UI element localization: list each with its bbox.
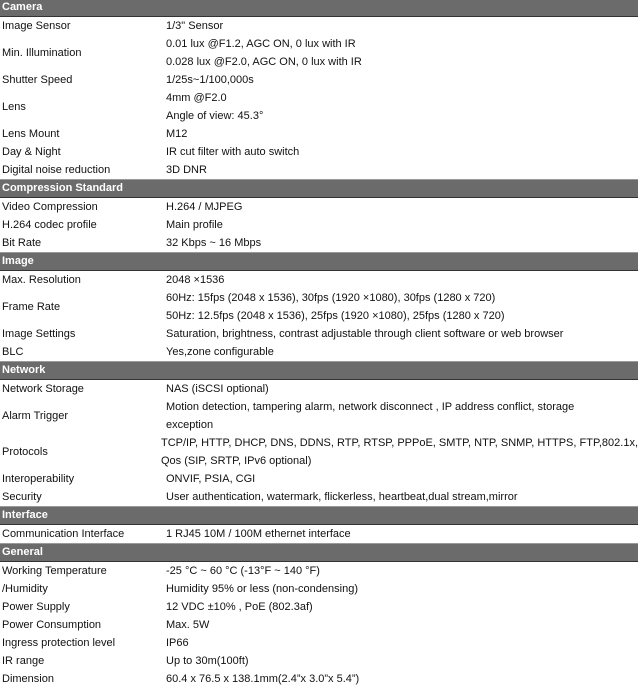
spec-value: Yes,zone configurable	[166, 346, 274, 358]
spec-label: IR range	[2, 655, 45, 667]
spec-row	[0, 143, 638, 161]
spec-value: Qos (SIP, SRTP, IPv6 optional)	[160, 455, 312, 467]
spec-value: 60.4 x 76.5 x 138.1mm(2.4”x 3.0”x 5.4”)	[166, 673, 360, 685]
spec-label: BLC	[2, 346, 24, 358]
spec-label: Shutter Speed	[2, 74, 73, 86]
spec-row	[0, 598, 638, 616]
spec-section	[0, 252, 638, 361]
spec-label: Image Sensor	[2, 20, 71, 32]
spec-values	[166, 71, 638, 89]
spec-label: Security	[2, 491, 42, 503]
spec-value: Humidity 95% or less (non-condensing)	[166, 583, 358, 595]
spec-label: H.264 codec profile	[2, 219, 97, 231]
spec-label: Network Storage	[2, 383, 84, 395]
spec-values	[166, 17, 638, 35]
spec-row	[0, 398, 638, 434]
spec-label: Working Temperature	[2, 565, 107, 577]
spec-value: 0.01 lux @F1.2, AGC ON, 0 lux with IR	[166, 38, 356, 50]
spec-label: Frame Rate	[2, 301, 61, 313]
spec-values	[166, 35, 638, 71]
spec-value: IP66	[166, 637, 189, 649]
spec-row	[0, 35, 638, 71]
spec-value: M12	[166, 128, 188, 140]
spec-row	[0, 670, 638, 688]
spec-values	[166, 325, 638, 343]
spec-values	[166, 234, 638, 252]
spec-value: exception	[166, 419, 214, 431]
spec-value: NAS (iSCSI optional)	[166, 383, 269, 395]
spec-value: 0.028 lux @F2.0, AGC ON, 0 lux with IR	[166, 56, 362, 68]
spec-value: User authentication, watermark, flickerless, heartbeat,dual stream,mirror	[166, 491, 518, 503]
spec-label: /Humidity	[2, 583, 48, 595]
spec-row	[0, 234, 638, 252]
spec-label: Image Settings	[2, 328, 76, 340]
spec-row	[0, 89, 638, 125]
spec-row	[0, 488, 638, 506]
spec-label: Day & Night	[2, 146, 61, 158]
spec-row	[0, 17, 638, 35]
spec-value: -25 °C ~ 60 °C (-13°F ~ 140 °F)	[166, 565, 320, 577]
spec-row	[0, 380, 638, 398]
spec-values	[166, 216, 638, 234]
spec-label: Communication Interface	[2, 528, 125, 540]
section-header: Network	[0, 361, 638, 380]
spec-value: Saturation, brightness, contrast adjustable through client software or web browser	[166, 328, 564, 340]
spec-value: TCP/IP, HTTP, DHCP, DNS, DDNS, RTP, RTSP, PPPoE, SMTP, NTP, SNMP, HTTPS, FTP,802.1x,	[160, 437, 638, 449]
spec-label: Lens Mount	[2, 128, 60, 140]
spec-value: 1/3" Sensor	[166, 20, 224, 32]
spec-values	[166, 525, 638, 543]
spec-values	[166, 161, 638, 179]
spec-values	[166, 289, 638, 325]
spec-row	[0, 198, 638, 216]
spec-values	[166, 488, 638, 506]
spec-row	[0, 434, 638, 470]
spec-label: Protocols	[2, 446, 48, 458]
spec-values	[166, 580, 638, 598]
spec-value: 1/25s~1/100,000s	[166, 74, 254, 86]
spec-values	[166, 125, 638, 143]
spec-row	[0, 634, 638, 652]
spec-values	[166, 89, 638, 125]
spec-values	[166, 271, 638, 289]
spec-value: 12 VDC ±10% , PoE (802.3af)	[166, 601, 313, 613]
spec-label: Lens	[2, 101, 26, 113]
spec-section	[0, 179, 638, 252]
section-header: Image	[0, 252, 638, 271]
spec-label: Min. Illumination	[2, 47, 82, 59]
spec-values	[166, 652, 638, 670]
spec-label: Digital noise reduction	[2, 164, 111, 176]
spec-values	[166, 562, 638, 580]
spec-values	[166, 198, 638, 216]
spec-values	[166, 616, 638, 634]
spec-section	[0, 0, 638, 179]
spec-row	[0, 271, 638, 289]
section-header: Compression Standard	[0, 179, 638, 198]
spec-row	[0, 562, 638, 580]
spec-section	[0, 543, 638, 688]
spec-value: 3D DNR	[166, 164, 207, 176]
spec-value: 2048 ×1536	[166, 274, 225, 286]
spec-row	[0, 652, 638, 670]
spec-label: Ingress protection level	[2, 637, 116, 649]
spec-section	[0, 506, 638, 543]
spec-label: Video Compression	[2, 201, 98, 213]
spec-row	[0, 289, 638, 325]
spec-label: Interoperability	[2, 473, 75, 485]
spec-values	[166, 343, 638, 361]
spec-row	[0, 580, 638, 598]
spec-value: IR cut filter with auto switch	[166, 146, 300, 158]
spec-label: Dimension	[2, 673, 54, 685]
spec-value: Max. 5W	[166, 619, 210, 631]
spec-label: Alarm Trigger	[2, 410, 69, 422]
spec-value: 60Hz: 15fps (2048 x 1536), 30fps (1920 ×1080), 30fps (1280 x 720)	[166, 292, 496, 304]
spec-row	[0, 71, 638, 89]
spec-section	[0, 361, 638, 506]
spec-row	[0, 161, 638, 179]
spec-value: 4mm @F2.0	[166, 92, 227, 104]
spec-value: Motion detection, tampering alarm, network disconnect , IP address conflict, storage	[166, 401, 575, 413]
spec-row	[0, 470, 638, 488]
spec-value: Main profile	[166, 219, 223, 231]
spec-values	[166, 143, 638, 161]
spec-value: 1 RJ45 10M / 100M ethernet interface	[166, 528, 351, 540]
spec-values	[166, 380, 638, 398]
spec-label: Bit Rate	[2, 237, 42, 249]
spec-row	[0, 325, 638, 343]
spec-label: Power Consumption	[2, 619, 102, 631]
spec-value: Up to 30m(100ft)	[166, 655, 249, 667]
spec-label: Max. Resolution	[2, 274, 81, 286]
spec-value: Angle of view: 45.3°	[166, 110, 264, 122]
spec-row	[0, 216, 638, 234]
section-header: General	[0, 543, 638, 562]
spec-value: 50Hz: 12.5fps (2048 x 1536), 25fps (1920 ×1080), 25fps (1280 x 720)	[166, 310, 505, 322]
spec-value: 32 Kbps ~ 16 Mbps	[166, 237, 262, 249]
spec-row	[0, 525, 638, 543]
section-header: Interface	[0, 506, 638, 525]
spec-values	[166, 598, 638, 616]
spec-row	[0, 343, 638, 361]
spec-values	[166, 634, 638, 652]
spec-value: ONVIF, PSIA, CGI	[166, 473, 256, 485]
spec-row	[0, 616, 638, 634]
section-header: Camera	[0, 0, 638, 17]
spec-values	[166, 670, 638, 688]
spec-values	[166, 398, 638, 434]
spec-row	[0, 125, 638, 143]
spec-value: H.264 / MJPEG	[166, 201, 243, 213]
spec-label: Power Supply	[2, 601, 70, 613]
spec-values	[161, 434, 638, 470]
spec-values	[166, 470, 638, 488]
